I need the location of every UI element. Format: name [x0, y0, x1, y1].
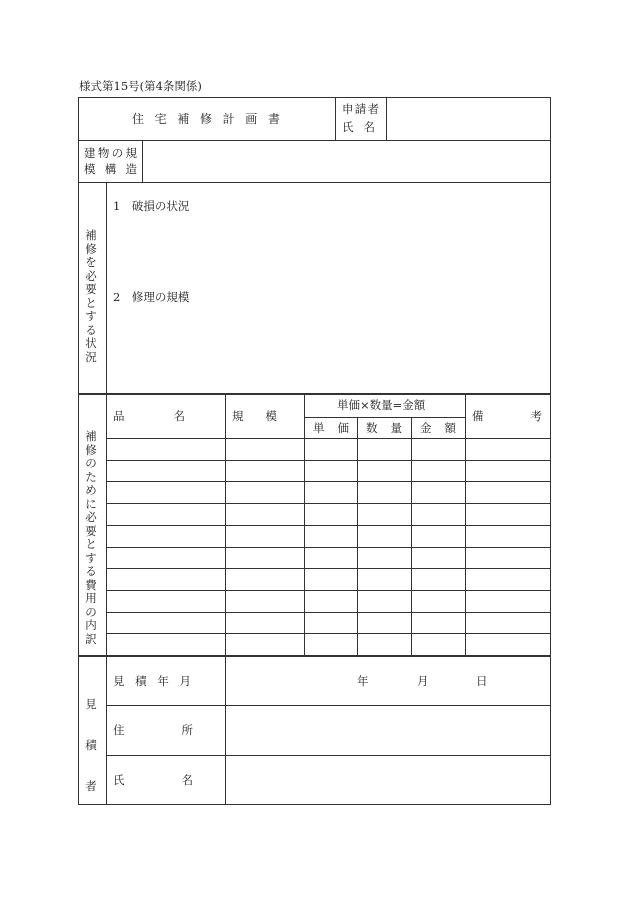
date-unit-year: 年 [357, 674, 369, 688]
header-formula: 単価×数量=金額 [337, 398, 426, 412]
situation-bottom-line [78, 393, 551, 395]
situation-field[interactable] [107, 183, 550, 393]
cost-row-line [106, 568, 551, 569]
building-label-line2: 模 構 造 [84, 162, 137, 176]
estimator-name-field[interactable] [226, 756, 550, 804]
cost-row-line [106, 633, 551, 634]
header-quantity: 数 量 [366, 421, 402, 435]
estimate-date-field[interactable] [226, 657, 550, 705]
formula-sub-line [304, 417, 465, 418]
estimator-address-label: 住 所 [113, 723, 193, 737]
cost-row-line [106, 460, 551, 461]
estimator-label-divider [106, 656, 107, 805]
cost-label: 補 修 の た め に 必 要 と す る 費 用 の 内 訳 [85, 429, 97, 646]
header-scale: 規 模 [232, 409, 277, 423]
header-remarks: 備 考 [472, 409, 542, 423]
applicant-divider-left [335, 97, 336, 140]
header-unit-price: 単 価 [313, 421, 349, 435]
cost-row-line [106, 547, 551, 548]
situation-label: 補 修 を 必 要 と す る 状 況 [85, 228, 97, 364]
estimate-date-label: 見 積 年 月 [113, 674, 191, 688]
date-unit-month: 月 [417, 674, 429, 688]
form-number: 様式第15号(第4条関係) [79, 79, 202, 93]
applicant-label: 申 請 者 [342, 102, 379, 116]
header-amount: 金 額 [420, 421, 456, 435]
estimator-label: 見 積 者 [85, 697, 97, 793]
col-divider-qty [411, 417, 412, 656]
building-label-line1: 建 物 の 規 [84, 146, 137, 160]
cost-row-line [106, 590, 551, 591]
cost-row-line [106, 503, 551, 504]
cost-row-line [106, 438, 551, 439]
situation-item-damage: 1 破損の状況 [113, 199, 190, 213]
estimator-address-field[interactable] [226, 706, 550, 755]
estimator-name-label: 氏 名 [113, 773, 193, 787]
applicant-name-field[interactable] [387, 98, 550, 140]
form-title: 住 宅 補 修 計 画 書 [132, 112, 280, 126]
cost-row-line [106, 612, 551, 613]
header-item-name: 品 名 [113, 409, 185, 423]
building-structure-field[interactable] [143, 141, 550, 182]
applicant-name-label: 氏 名 [342, 120, 375, 134]
cost-row-line [106, 481, 551, 482]
situation-item-scale: 2 修理の規模 [113, 290, 190, 304]
col-divider-unit [357, 417, 358, 656]
cost-row-line [106, 525, 551, 526]
date-unit-day: 日 [476, 674, 488, 688]
